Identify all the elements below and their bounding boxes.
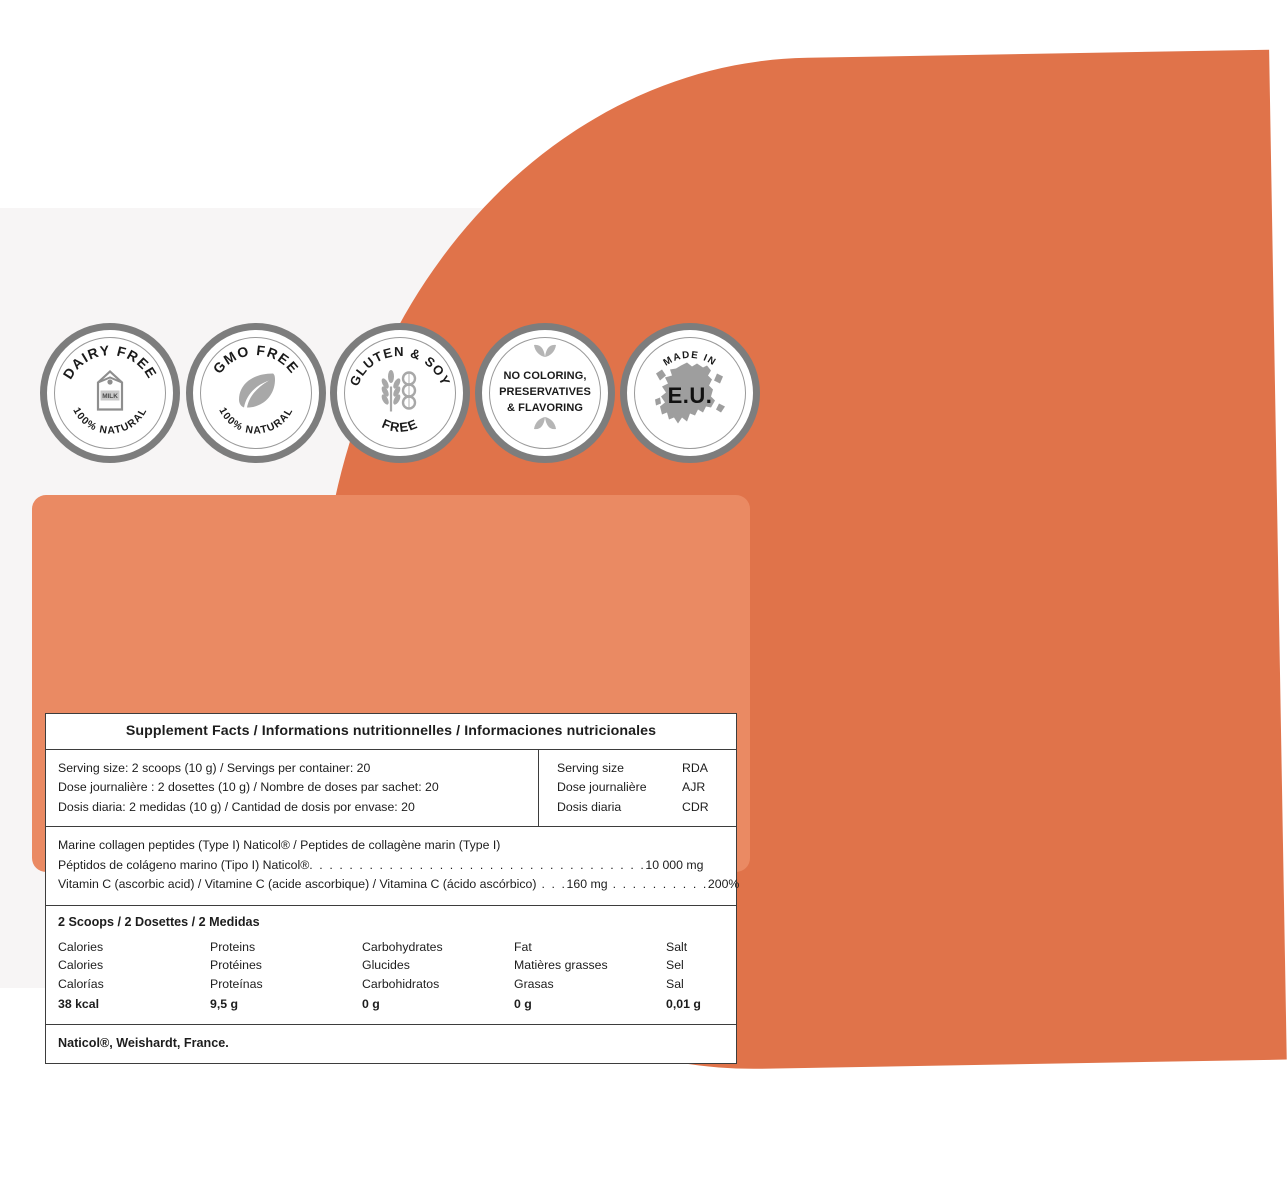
badge-gluten-soy-bottom-label: FREE [379, 415, 421, 436]
badge-no-additives-label: NO COLORING, PRESERVATIVES & FLAVORING [499, 370, 591, 414]
nutrition-label-fr: Sel [666, 958, 684, 973]
serving-size-multilingual-lines [46, 750, 538, 826]
nutrition-label-en: Calories [58, 939, 104, 954]
rda-term-es: Dosis diaria [557, 799, 622, 814]
serving-line-en: Serving size: 2 scoops (10 g) / Servings per container: 20 [58, 761, 371, 775]
nutrition-column-carbohydrates [362, 938, 514, 1014]
badge-gmo-free-bottom-label: 100% NATURAL [216, 405, 296, 437]
nutrition-value: 0,01 g [666, 996, 701, 1011]
badge-gmo-free-top-label: GMO FREE [209, 341, 303, 377]
nutrition-label-fr: Matières grasses [514, 958, 608, 973]
rda-legend-row [557, 759, 736, 778]
nutrition-value: 38 kcal [58, 996, 100, 1011]
nutrition-label-en: Proteins [210, 939, 256, 954]
nutrition-label-fr: Protéines [210, 958, 262, 973]
nutrition-column-fat [514, 938, 666, 1014]
rda-term-fr: Dose journalière [557, 780, 647, 795]
badge-gluten-soy-top-label: GLUTEN & SOY [346, 344, 454, 389]
manufacturer-note: Naticol®, Weishardt, France. [46, 1024, 736, 1063]
badge-dairy-free-bottom-label: 100% NATURAL [70, 405, 150, 437]
serving-line-es: Dosis diaria: 2 medidas (10 g) / Cantidad de dosis por envase: 20 [58, 799, 415, 814]
serving-line-fr: Dose journalière : 2 dosettes (10 g) / Nombre de doses par sachet: 20 [58, 780, 439, 795]
ingredient-collagen-amount: 10 000 mg [645, 857, 704, 872]
product-info-panel [0, 208, 780, 1051]
nutrition-values-section [46, 905, 736, 1025]
nutrition-label-fr: Calories [58, 958, 104, 973]
milk-carton-icon [93, 369, 127, 418]
leaves-icon-top [530, 341, 560, 363]
nutrition-column-calories [58, 938, 210, 1014]
ingredient-vitamin-c-name: Vitamin C (ascorbic acid) / Vitamine C (acide ascorbique) / Vitamina C (ácido ascórbico) [58, 877, 537, 892]
nutrition-value: 0 g [362, 996, 380, 1011]
nutrition-label-es: Sal [666, 976, 684, 991]
svg-text:MILK: MILK [102, 393, 118, 401]
rda-legend-row [557, 798, 736, 817]
ingredient-vitamin-c-line [58, 875, 740, 894]
ingredient-collagen-name-es: Péptidos de colágeno marino (Tipo I) Naticol® [58, 857, 310, 872]
nutrition-label-en: Carbohydrates [362, 939, 443, 954]
badge-dairy-free [40, 323, 180, 463]
nutrition-label-es: Proteínas [210, 976, 263, 991]
nutrition-label-es: Carbohidratos [362, 976, 440, 991]
supplement-facts-title: Supplement Facts / Informations nutritionnelles / Informaciones nutricionales [125, 723, 657, 739]
leader-dots: . . . . . . . . . . [607, 877, 708, 892]
nutrition-value: 0 g [514, 996, 532, 1011]
leaves-icon-bottom [530, 416, 560, 438]
nutrition-label-es: Calorías [58, 976, 104, 991]
rda-legend-row [557, 778, 736, 797]
rda-term-en: Serving size [557, 761, 624, 775]
nutrition-label-en: Fat [514, 939, 532, 954]
nutrition-label-en: Salt [666, 939, 688, 954]
svg-text:FREE [380, 416, 420, 435]
wheat-and-soy-icon [377, 369, 423, 418]
certification-badge-row [0, 323, 780, 483]
rda-abbr-en: RDA [682, 761, 708, 775]
supplement-facts-table [45, 713, 740, 1064]
leader-dots: . . . . . . . . . . . . . . . . . . . . . . . . . . . . . . . . . . [309, 857, 646, 872]
nutrition-label-es: Grasas [514, 976, 554, 991]
nutrition-label-fr: Glucides [362, 958, 410, 973]
badge-no-additives [475, 323, 615, 463]
nutrition-column-proteins [210, 938, 362, 1014]
rda-abbr-fr: AJR [682, 780, 706, 795]
badge-made-in-eu-top-label: MADE IN [661, 349, 719, 369]
ingredients-section [46, 826, 740, 904]
nutrition-columns [58, 938, 724, 1014]
rda-legend [538, 750, 736, 826]
ingredient-vitamin-c-percent: 200% [707, 877, 740, 892]
rda-abbr-es: CDR [682, 799, 709, 814]
leader-dots: . . . [536, 877, 567, 892]
serving-information-row [46, 749, 736, 826]
badge-gluten-soy-free [330, 323, 470, 463]
nutrition-value: 9,5 g [210, 996, 239, 1011]
badge-made-in-eu [620, 323, 760, 463]
ingredient-collagen-line2 [58, 856, 724, 875]
nutrition-serving-heading: 2 Scoops / 2 Dosettes / 2 Medidas [58, 914, 260, 929]
badge-made-in-eu-center-label: E.U. [667, 382, 713, 408]
badge-gmo-free [186, 323, 326, 463]
ingredient-collagen-line1: Marine collagen peptides (Type I) Naticol® / Peptides de collagène marin (Type I) [58, 838, 501, 853]
leaf-icon [233, 370, 279, 417]
nutrition-column-salt [666, 938, 724, 1014]
ingredient-vitamin-c-amount: 160 mg [566, 877, 608, 892]
badge-dairy-free-top-label: DAIRY FREE [59, 341, 161, 382]
